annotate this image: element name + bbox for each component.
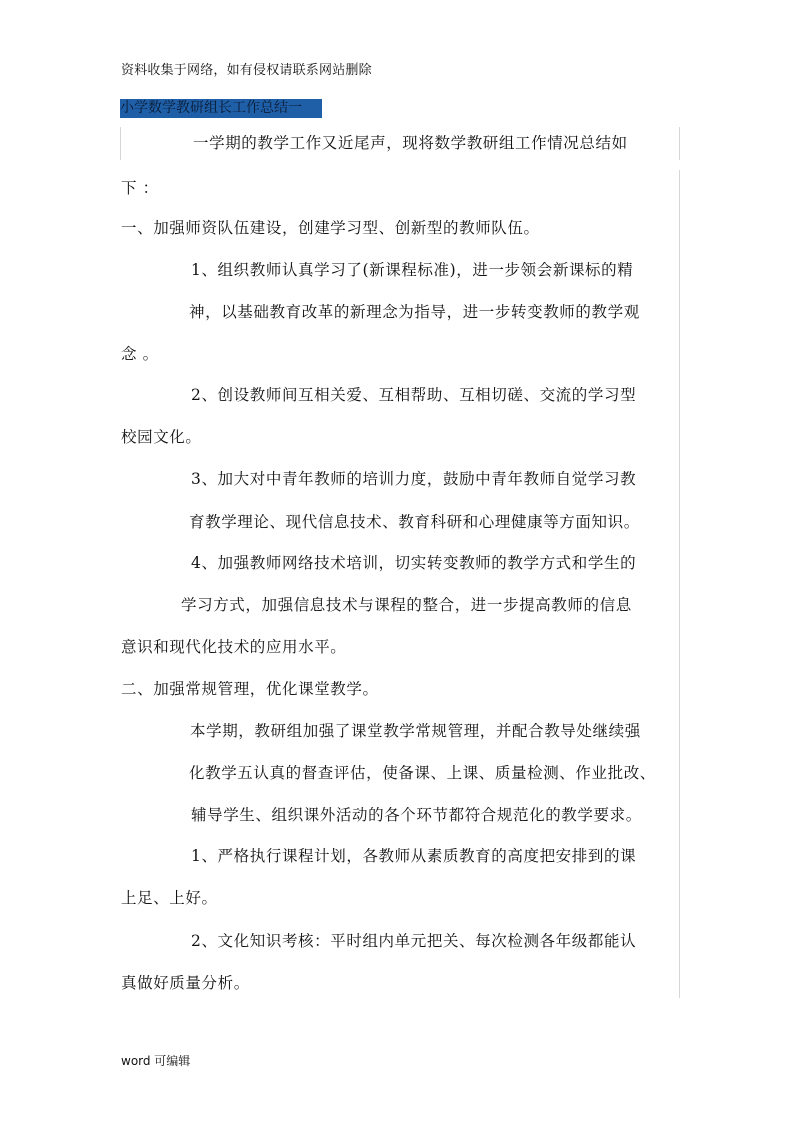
body-line: 育教学理论、现代信息技术、教育科研和心理健康等方面知识。 (189, 513, 640, 531)
body-line: 学习方式，加强信息技术与课程的整合，进一步提高教师的信息 (181, 596, 632, 614)
body-line: 2、文化知识考核：平时组内单元把关、每次检测各年级都能认 (191, 932, 637, 950)
body-line: 意识和现代化技术的应用水平。 (121, 638, 347, 656)
section-heading: 二、加强常规管理，优化课堂教学。 (121, 680, 379, 698)
body-line: 校园文化。 (121, 428, 202, 446)
body-line: 神，以基础教育改革的新理念为指导，进一步转变教师的教学观 (189, 303, 640, 321)
frame-line-right-top (679, 127, 680, 160)
footer-note: word 可编辑 (121, 1054, 191, 1068)
body-line: 1、严格执行课程计划，各教师从素质教育的高度把安排到的课 (191, 847, 637, 865)
body-line: 4、加强教师网络技术培训，切实转变教师的教学方式和学生的 (191, 554, 637, 572)
body-line: 3、加大对中青年教师的培训力度，鼓励中青年教师自觉学习教 (191, 470, 637, 488)
body-line: 化教学五认真的督查评估，使备课、上课、质量检测、作业批改、 (189, 764, 656, 782)
body-line: 念 。 (121, 345, 159, 363)
body-line: 一学期的教学工作又近尾声，现将数学教研组工作情况总结如 (193, 134, 628, 152)
frame-line-right (679, 170, 680, 998)
body-line: 辅导学生、组织课外活动的各个环节都符合规范化的教学要求。 (191, 806, 642, 824)
header-note: 资料收集于网络，如有侵权请联系网站删除 (121, 63, 372, 78)
frame-line-left (120, 127, 121, 160)
document-title: 小学数学教研组长工作总结一 (120, 99, 322, 118)
body-line: 1、组织教师认真学习了(新课程标准)，进一步领会新课标的精 (191, 261, 634, 279)
section-heading: 一、加强师资队伍建设，创建学习型、创新型的教师队伍。 (121, 219, 540, 237)
body-line: 本学期，教研组加强了课堂教学常规管理，并配合教导处继续强 (190, 722, 641, 740)
body-line: 上足、上好。 (121, 889, 218, 907)
body-line: 下 ： (121, 179, 159, 197)
body-line: 2、创设教师间互相关爱、互相帮助、互相切磋、交流的学习型 (191, 386, 637, 404)
body-line: 真做好质量分析。 (121, 974, 250, 992)
